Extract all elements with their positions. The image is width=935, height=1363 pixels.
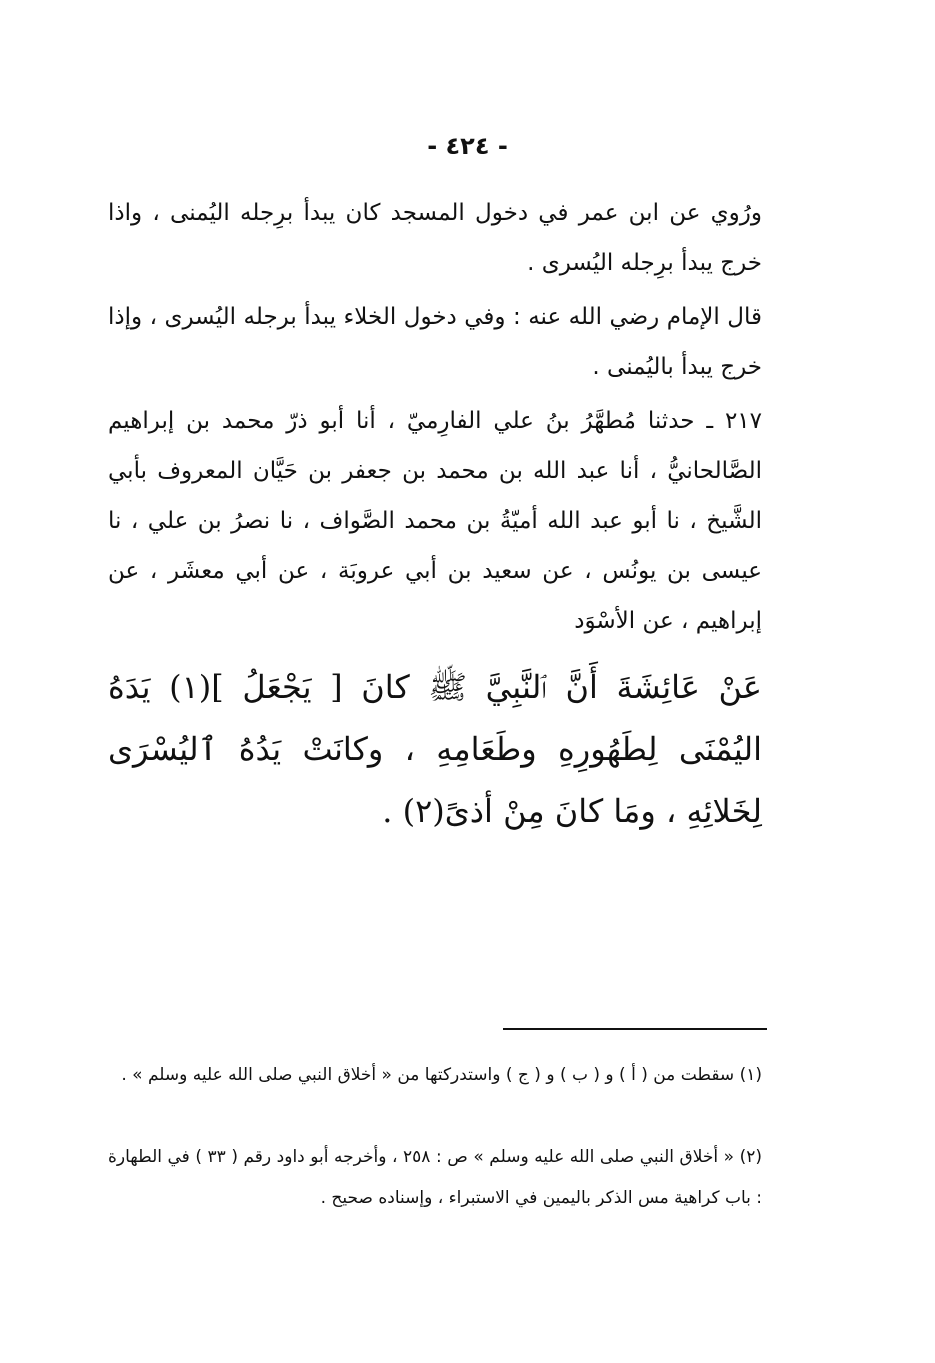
- footnote-divider: [503, 1028, 767, 1030]
- hadith-text: عَنْ عَائِشَةَ أَنَّ ٱلنَّبِيَّ ﷺ كانَ [ يَجْعَلُ ](١) يَدَهُ اليُمْنَى لِطَهُورِهِ وطَعَامِهِ ، وكانَتْ يَدُهُ ٱليُسْرَى لِخَلائِهِ ، ومَا كانَ مِنْ أذىً(٢) .: [108, 668, 762, 830]
- paragraph-imam-statement: قال الإمام رضي الله عنه : وفي دخول الخلاء يبدأ برجله اليُسرى ، وإذا خرج يبدأ باليُمنى .: [108, 304, 762, 380]
- footnote-2: (٢) « أخلاق النبي صلى الله عليه وسلم » ص : ٢٥٨ ، وأخرجه أبو داود رقم ( ٣٣ ) في الطهارة : باب كراهية مس الذكر باليمين في الاستبراء ، وإسناده صحيح .: [108, 1147, 763, 1208]
- footnote-1: (١) سقطت من ( أ ) و ( ب ) و ( ج ) واستدركتها من « أخلاق النبي صلى الله عليه وسلم » .: [121, 1065, 762, 1085]
- paragraph-isnad-217: ٢١٧ ـ حدثنا مُطهَّرُ بنُ علي الفارِميّ ، أنا أبو ذرّ محمد بن إبراهيم الصَّالحانيُّ ، أنا عبد الله بن محمد بن جعفر بن حَيَّان المعروف بأبي الشَّيخ ، نا أبو عبد الله أميّةُ بن محمد الصَّواف ، نا نصرُ بن علي ، نا عيسى بن يونُس ، عن سعيد بن أبي عروبَة ، عن أبي معشَر ، عن إبراهيم ، عن الأسْوَد: [108, 408, 762, 634]
- page-number: - ٤٢٤ -: [427, 132, 508, 160]
- paragraph-ibn-umar-report: ورُوي عن ابن عمر في دخول المسجد كان يبدأ برِجله اليُمنى ، واذا خرج يبدأ برِجله اليُسرى .: [108, 200, 762, 276]
